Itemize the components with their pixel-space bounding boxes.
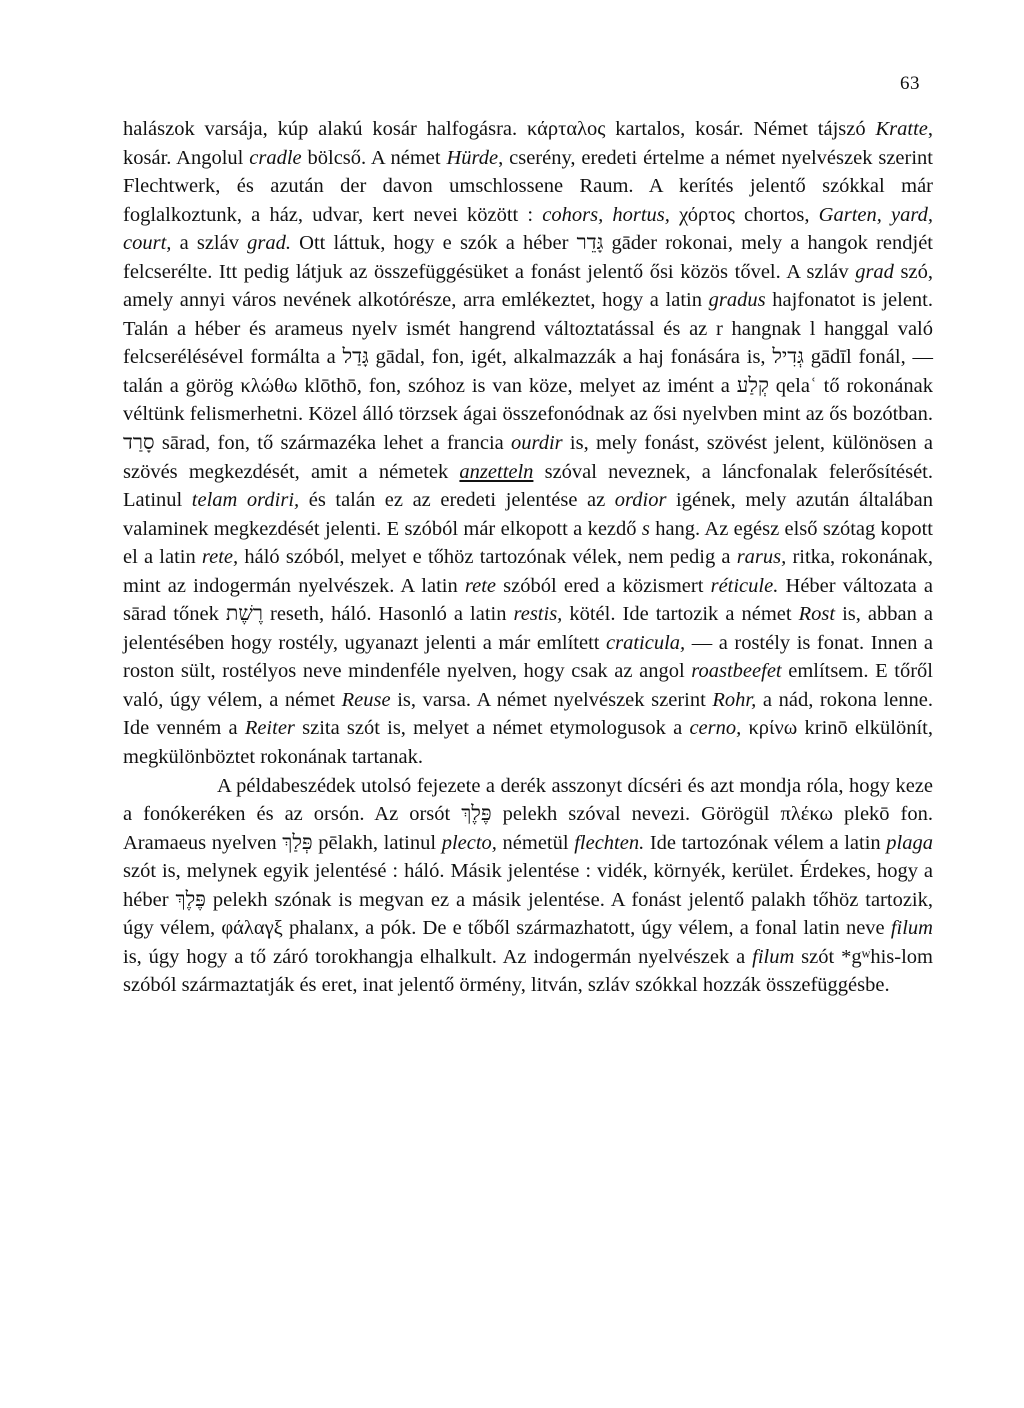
text-segment: hajfonatot is jelent. Talán a héber és arameus nyelv ismét hangrend változtatással és az r hangnak l hanggal való felcserélésével formálta a גָּדַל gādal, fon, igét, alkalmazzák a haj fonására is, גְּדִיל gādīl fonál, — talán a görög κλώθω klōthō, fon, szóhoz is van köze, melyet az imént a קְלַע qelaʿ tő rokonának véltünk felismerhetni. Közel álló törzsek ágai összefonódnak az ősi nyelvben mint az ős bozótban. סָרַד sārad, fon, tő származéka lehet a francia [123, 289, 933, 455]
text-segment: szóval neveznek, a láncfonalak felerősítését. Latinul [123, 460, 933, 512]
text-segment: rarus, [736, 546, 787, 569]
text-segment: Ott láttuk, hogy e szók a héber גָּדֵר gāder rokonai, mely a hangok rendjét felcserélte. Itt pedig látjuk az összefüggésüket a fonást jelentő ősi közös tővel. A szláv [123, 232, 933, 283]
paragraph-2 [123, 772, 933, 1000]
text-segment: Rohr, [712, 688, 757, 711]
text-segment: kötél. Ide tartozik a német [562, 603, 799, 626]
text-segment: grad [855, 260, 894, 283]
text-segment: , kosár. Angolul [123, 118, 933, 169]
text-segment: Rost [798, 603, 836, 626]
text-segment: szót is, melynek egyik jelentésé : háló. Másik jelentése : vidék, környék, kerület. Érdekes, hogy a héber פֶּלֶךְ pelekh szónak is megvan ez a másik jelentése. A fonást jelentő palakh tőhöz tartozik, úgy vélem, φάλαγξ phalanx, a pók. De e tőből származhatott, úgy vélem, a fonal latin neve [123, 860, 933, 940]
text-segment: említsem. E tőről való, úgy vélem, a német [123, 660, 933, 711]
text-segment: filum [890, 917, 933, 940]
text-segment: németül [496, 831, 575, 854]
text-segment: szót *gʷhis-lom szóból származtatják és eret, inat jelentő örmény, litván, szláv szókkal hozzák összefüggésbe. [123, 945, 933, 997]
text-segment: halászok varsája, kúp alakú kosár halfogásra. κάρταλος kartalos, kosár. Német tájszó [123, 118, 876, 140]
body-text [123, 115, 933, 1000]
text-segment: háló szóból, melyet e tőhöz tartozónak vélek, nem pedig a [238, 546, 737, 569]
text-segment: réticule. [710, 574, 779, 597]
text-segment: szóból ered a közismert [496, 574, 711, 597]
text-segment: grad. [247, 232, 291, 255]
text-segment: a nád, rokona lenne. Ide venném a [123, 688, 933, 740]
text-segment: cradle [249, 146, 302, 169]
text-segment: filum [752, 945, 795, 968]
text-segment: plecto, [441, 831, 497, 854]
text-segment: és talán ez az eredeti jelentése az [299, 489, 615, 512]
text-segment: is, varsa. A német nyelvészek szerint [390, 688, 713, 711]
text-segment: gradus [708, 289, 766, 312]
text-segment: cerno, [689, 717, 742, 740]
text-segment: A példabeszédek utolsó fejezete a derék asszonyt dícséri és azt mondja róla, hogy keze a fonókeréken és az orsón. Az orsót פֶּלֶךְ pelekh szóval nevezi. Görögül πλέκω plekō fon. Aramaeus nyelven פְּלַךְ pēlakh, latinul [123, 774, 933, 854]
text-segment: cohors, hortus, [542, 203, 670, 226]
text-segment: Garten, yard, court, [123, 203, 933, 255]
text-segment: ritka, rokonának, mint az indogermán nyelvészek. A latin [123, 546, 933, 597]
text-segment: , cserény, eredeti értelme a német nyelvészek szerint Flechtwerk, és azután der davon umschlossene Raum. A kerítés jelentő szókkal már foglalkoztunk, a ház, udvar, kert nevei között : [123, 146, 933, 226]
text-segment: Hürde [446, 146, 499, 169]
text-segment: Kratte [875, 118, 928, 140]
text-segment: ordior [614, 489, 667, 512]
text-segment: plaga [886, 831, 933, 854]
text-segment: is, mely fonást, szövést jelent, különösen a szövés megkezdését, amit a németek [123, 432, 933, 483]
text-segment: anzetteln [459, 460, 534, 483]
text-segment: Ide tartozónak vélem a latin [644, 831, 887, 854]
text-segment: κρίνω krinō elkülönít, megkülönböztet rokonának tartanak. [123, 717, 934, 769]
text-segment: — a rostély is fonat. Innen a roston sült, rostélyos neve mindenféle nyelven, hogy csak az angol [123, 631, 933, 683]
text-segment: Reuse [341, 688, 391, 711]
text-segment: telam ordiri, [191, 489, 300, 512]
text-segment: roastbeefet [691, 660, 782, 683]
text-segment: bölcső. A német [301, 146, 447, 169]
text-segment: hang. Az egész első szótag kopott el a latin [123, 517, 933, 569]
text-segment: szita szót is, melyet a német etymologusok a [294, 717, 690, 740]
text-segment: s [641, 517, 650, 540]
text-segment: flechten. [574, 831, 645, 854]
text-segment: craticula, [606, 631, 686, 654]
text-segment: Reiter [244, 717, 295, 740]
text-segment: a szláv [171, 232, 248, 255]
text-segment: rete, [201, 546, 239, 569]
text-segment: ourdir [511, 432, 563, 455]
text-segment: is, abban a jelentésében hogy rostély, ugyanazt jelenti a már említett [123, 603, 934, 654]
text-segment: szó, amely annyi város nevének alkotórésze, arra emlékeztet, hogy a latin [123, 260, 933, 312]
text-segment: χόρτος chortos, [669, 203, 819, 226]
text-segment: rete [464, 574, 497, 597]
text-segment: restis, [513, 603, 563, 626]
page-number: 63 [900, 73, 920, 94]
text-segment: igének, mely azután általában valaminek megkezdését jelenti. E szóból már elkopott a kezdő [123, 489, 934, 540]
text-segment: Héber változata a sārad tőnek רֶשֶׁת reseth, háló. Hasonló a latin [123, 574, 934, 626]
paragraph-1 [123, 115, 933, 772]
text-segment: is, úgy hogy a tő záró torokhangja elhalkult. Az indogermán nyelvészek a [123, 945, 753, 968]
